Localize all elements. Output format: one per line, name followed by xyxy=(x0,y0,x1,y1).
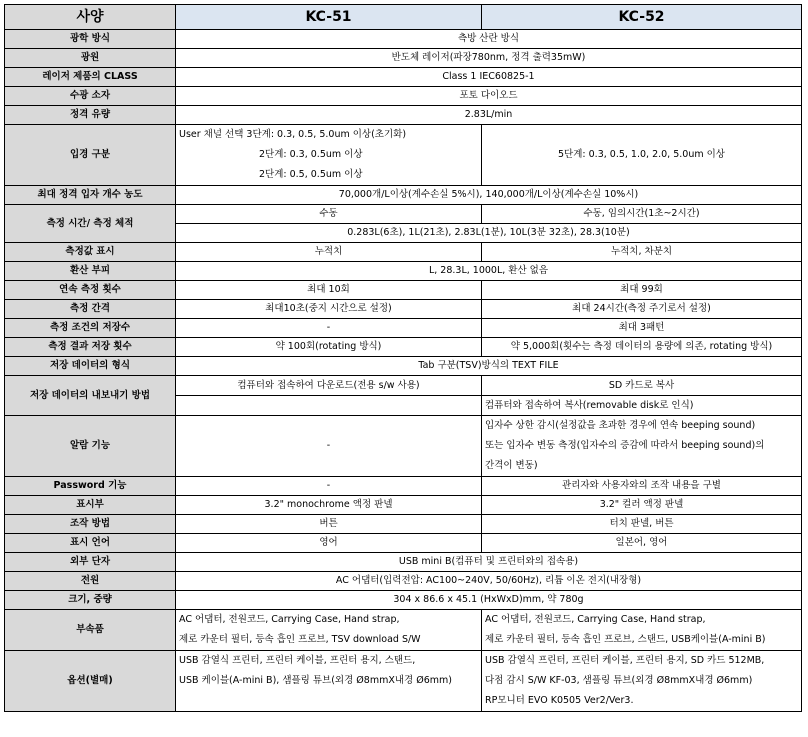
cell-kc52 xyxy=(482,376,802,416)
cell-kc52: 관리자와 사용자와의 조작 내용을 구별 xyxy=(482,477,802,496)
spec-table xyxy=(4,4,802,712)
row-store xyxy=(5,338,802,357)
text-line: 간격이 변동) xyxy=(485,460,538,471)
cell-kc52: 누적치, 차분치 xyxy=(482,243,802,262)
row-value: L, 28.3L, 1000L, 환산 없음 xyxy=(176,262,802,281)
cell-kc51: 수동 xyxy=(176,205,482,224)
header-label: 사양 xyxy=(5,5,176,30)
text-line: USB 감열식 프린터, 프린터 케이블, 프린터 용지, SD 카드 512MB, xyxy=(485,655,765,666)
cell-kc52: 터치 판넬, 버튼 xyxy=(482,515,802,534)
text-line: AC 어댑터, 전원코드, Carrying Case, Hand strap, xyxy=(179,614,400,625)
row-label: 측정 시간/ 측정 체적 xyxy=(5,205,176,243)
text-line: 입자수 상한 감시(설정값을 초과한 경우에 연속 beeping sound) xyxy=(485,420,756,431)
row-value: 포토 다이오드 xyxy=(176,87,802,106)
row-label: 입경 구분 xyxy=(5,125,176,186)
row-label: Password 기능 xyxy=(5,477,176,496)
text-line: 제로 카운터 필터, 등속 흡인 프로브, TSV download S/W xyxy=(179,634,421,645)
row-acc xyxy=(5,610,802,651)
row-export xyxy=(5,376,802,416)
row-detector xyxy=(5,87,802,106)
row-source xyxy=(5,49,802,68)
cell-kc51: - xyxy=(176,319,482,338)
row-label: 연속 측정 횟수 xyxy=(5,281,176,300)
text-line: USB 감열식 프린터, 프린터 케이블, 프린터 용지, 스탠드, xyxy=(179,655,416,666)
cell-kc52: 5단계: 0.3, 0.5, 1.0, 2.0, 5.0um 이상 xyxy=(482,125,802,186)
row-label: 측정값 표시 xyxy=(5,243,176,262)
row-value: USB mini B(컴퓨터 및 프린터와의 접속용) xyxy=(176,553,802,572)
row-display-val xyxy=(5,243,802,262)
row-label: 부속품 xyxy=(5,610,176,651)
row-label: 옵션(별매) xyxy=(5,651,176,712)
row-value: 304 x 86.6 x 45.1 (HxWxD)mm, 약 780g xyxy=(176,591,802,610)
row-flow xyxy=(5,106,802,125)
row-size xyxy=(5,125,802,186)
text-line: 또는 입자수 변동 측정(입자수의 증감에 따라서 beeping sound)의 xyxy=(485,440,765,451)
row-value: Tab 구분(TSV)방식의 TEXT FILE xyxy=(176,357,802,376)
cell-kc52: 수동, 임의시간(1초~2시간) xyxy=(482,205,802,224)
row-label: 측정 조건의 저장수 xyxy=(5,319,176,338)
header-kc52: KC-52 xyxy=(482,5,802,30)
header-kc51: KC-51 xyxy=(176,5,482,30)
text-line: 2단계: 0.5, 0.5um 이상 xyxy=(259,169,363,180)
cell-kc51: 누적치 xyxy=(176,243,482,262)
row-label: 최대 정격 입자 개수 농도 xyxy=(5,186,176,205)
cell-kc52: 최대 24시간(측정 주기로서 설정) xyxy=(482,300,802,319)
cell-kc51: 3.2" monochrome 액정 판넬 xyxy=(176,496,482,515)
row-cont xyxy=(5,281,802,300)
row-label: 환산 부피 xyxy=(5,262,176,281)
text-line: USB 케이블(A-mini B), 샘플링 튜브(외경 Ø8mmX내경 Ø6mm) xyxy=(179,675,452,686)
row-screen xyxy=(5,496,802,515)
text-line: SD 카드로 복사 xyxy=(608,380,675,391)
row-power xyxy=(5,572,802,591)
row-alarm xyxy=(5,416,802,477)
row-terminal xyxy=(5,553,802,572)
cell-kc51 xyxy=(176,125,482,186)
row-method xyxy=(5,30,802,49)
text-line: 컴퓨터와 접속하여 복사(removable disk로 인식) xyxy=(482,395,801,415)
row-lang xyxy=(5,534,802,553)
row-label: 저장 데이터의 형식 xyxy=(5,357,176,376)
row-label: 레이저 제품의 CLASS xyxy=(5,68,176,87)
header-row xyxy=(5,5,802,30)
cell-kc52: 3.2" 컬러 액정 판넬 xyxy=(482,496,802,515)
row-value: Class 1 IEC60825-1 xyxy=(176,68,802,87)
text-line: User 채널 선택 3단계: 0.3, 0.5, 5.0um 이상(초기화) xyxy=(179,129,407,140)
row-label: 수광 소자 xyxy=(5,87,176,106)
row-control xyxy=(5,515,802,534)
cell-kc52 xyxy=(482,416,802,477)
cell-kc51: - xyxy=(176,416,482,477)
cell-kc52: 일본어, 영어 xyxy=(482,534,802,553)
cell-kc52 xyxy=(482,651,802,712)
row-label: 광학 방식 xyxy=(5,30,176,49)
row-dims xyxy=(5,591,802,610)
text-line xyxy=(176,395,481,415)
row-label: 정격 유량 xyxy=(5,106,176,125)
row-laser xyxy=(5,68,802,87)
row-cond xyxy=(5,319,802,338)
text-line: 2단계: 0.3, 0.5um 이상 xyxy=(259,149,363,160)
cell-kc52: 최대 3패턴 xyxy=(482,319,802,338)
row-label: 크기, 중량 xyxy=(5,591,176,610)
row-label: 광원 xyxy=(5,49,176,68)
row-label: 측정 간격 xyxy=(5,300,176,319)
row-label: 표시 언어 xyxy=(5,534,176,553)
row-label: 측정 결과 저장 횟수 xyxy=(5,338,176,357)
row-time-a xyxy=(5,205,802,224)
text-line: 제로 카운터 필터, 등속 흡인 프로브, 스탠드, USB케이블(A-mini B) xyxy=(485,634,766,645)
row-label: 전원 xyxy=(5,572,176,591)
row-label: 조작 방법 xyxy=(5,515,176,534)
row-format xyxy=(5,357,802,376)
cell-kc52 xyxy=(482,610,802,651)
row-value: 반도체 레이저(파장780nm, 정격 출력35mW) xyxy=(176,49,802,68)
row-conv xyxy=(5,262,802,281)
text-line: 다점 감시 S/W KF-03, 샘플링 튜브(외경 Ø8mmX내경 Ø6mm) xyxy=(485,675,753,686)
cell-kc51 xyxy=(176,651,482,712)
row-password xyxy=(5,477,802,496)
row-label: 외부 단자 xyxy=(5,553,176,572)
row-value: 측방 산란 방식 xyxy=(176,30,802,49)
cell-kc51: 최대 10회 xyxy=(176,281,482,300)
cell-kc51: - xyxy=(176,477,482,496)
cell-kc51 xyxy=(176,376,482,416)
row-value: 2.83L/min xyxy=(176,106,802,125)
cell-kc52: 최대 99회 xyxy=(482,281,802,300)
cell-kc52: 약 5,000회(횟수는 측정 데이터의 용량에 의존, rotating 방식) xyxy=(482,338,802,357)
text-line: AC 어댑터, 전원코드, Carrying Case, Hand strap, xyxy=(485,614,706,625)
cell-kc51 xyxy=(176,610,482,651)
row-value: 0.283L(6초), 1L(21초), 2.83L(1분), 10L(3분 32초), 28.3(10분) xyxy=(176,224,802,243)
row-value: AC 어댑터(입력전압: AC100~240V, 50/60Hz), 리튬 이온 전지(내장형) xyxy=(176,572,802,591)
row-label: 표시부 xyxy=(5,496,176,515)
text-line: RP모니터 EVO K0505 Ver2/Ver3. xyxy=(485,695,634,706)
cell-kc51: 버튼 xyxy=(176,515,482,534)
cell-kc51: 약 100회(rotating 방식) xyxy=(176,338,482,357)
text-line: 컴퓨터와 접속하여 다운로드(전용 s/w 사용) xyxy=(237,380,420,391)
row-value: 70,000개/L이상(계수손실 5%시), 140,000개/L이상(계수손실 10%시) xyxy=(176,186,802,205)
row-label: 알람 기능 xyxy=(5,416,176,477)
cell-kc51: 최대10초(중지 시간으로 설정) xyxy=(176,300,482,319)
row-interval xyxy=(5,300,802,319)
cell-kc51: 영어 xyxy=(176,534,482,553)
row-label: 저장 데이터의 내보내기 방법 xyxy=(5,376,176,416)
row-opt xyxy=(5,651,802,712)
row-maxconc xyxy=(5,186,802,205)
